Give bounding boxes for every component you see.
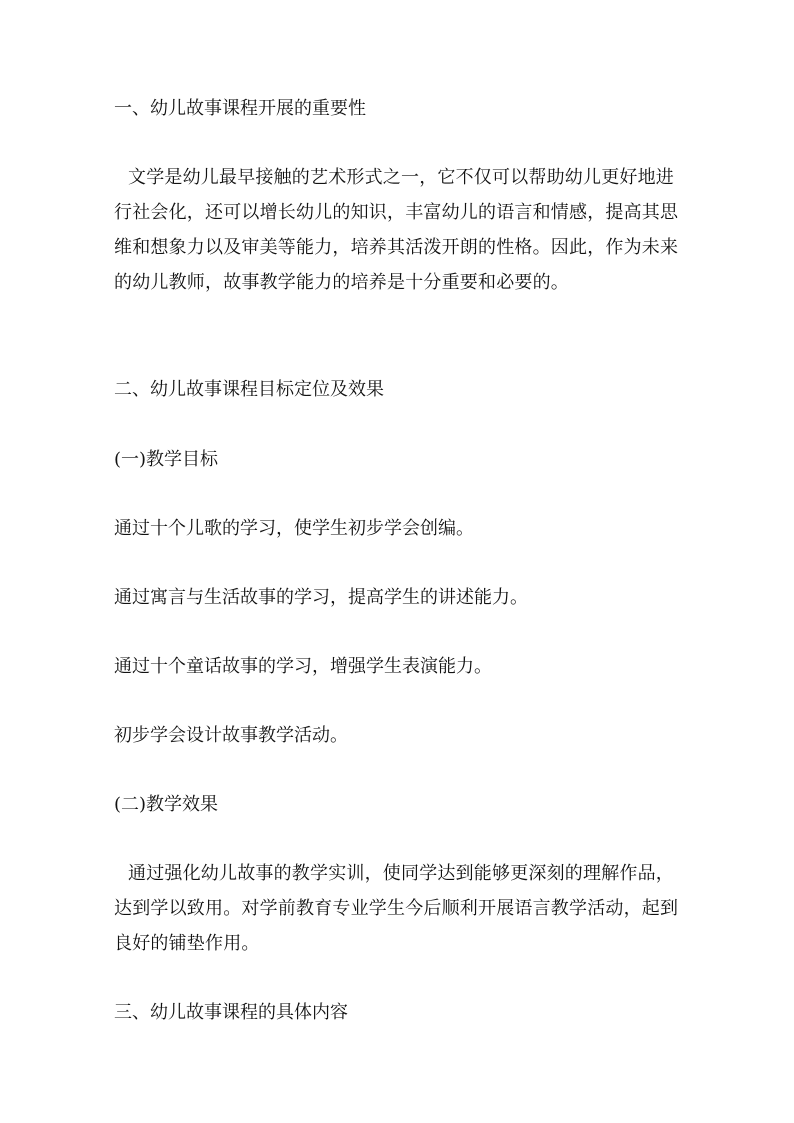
effect-paragraph: 通过强化幼儿故事的教学实训，使同学达到能够更深刻的理解作品，达到学以致用。对学前教育专业学生今后顺利开展语言教学活动，起到良好的铺垫作用。 bbox=[114, 863, 679, 954]
subsection-2-heading: (二)教学效果 bbox=[114, 794, 219, 815]
subsection-1-heading: (一)教学目标 bbox=[114, 449, 219, 470]
section-1-paragraph: 文学是幼儿最早接触的艺术形式之一，它不仅可以帮助幼儿更好地进行社会化，还可以增长幼儿的知识，丰富幼儿的语言和情感，提高其思维和想象力以及审美等能力，培养其活泼开朗的性格。因此，作为未来的幼儿教师，故事教学能力的培养是十分重要和必要的。 bbox=[114, 167, 679, 293]
goal-1: 通过十个儿歌的学习，使学生初步学会创编。 bbox=[114, 518, 474, 539]
goal-2: 通过寓言与生活故事的学习，提高学生的讲述能力。 bbox=[114, 587, 528, 608]
goal-3: 通过十个童话故事的学习，增强学生表演能力。 bbox=[114, 656, 492, 677]
goal-4: 初步学会设计故事教学活动。 bbox=[114, 725, 348, 746]
section-1-heading: 一、幼儿故事课程开展的重要性 bbox=[114, 98, 366, 119]
section-2-heading: 二、幼儿故事课程目标定位及效果 bbox=[114, 379, 384, 400]
section-3-heading: 三、幼儿故事课程的具体内容 bbox=[114, 1002, 348, 1023]
